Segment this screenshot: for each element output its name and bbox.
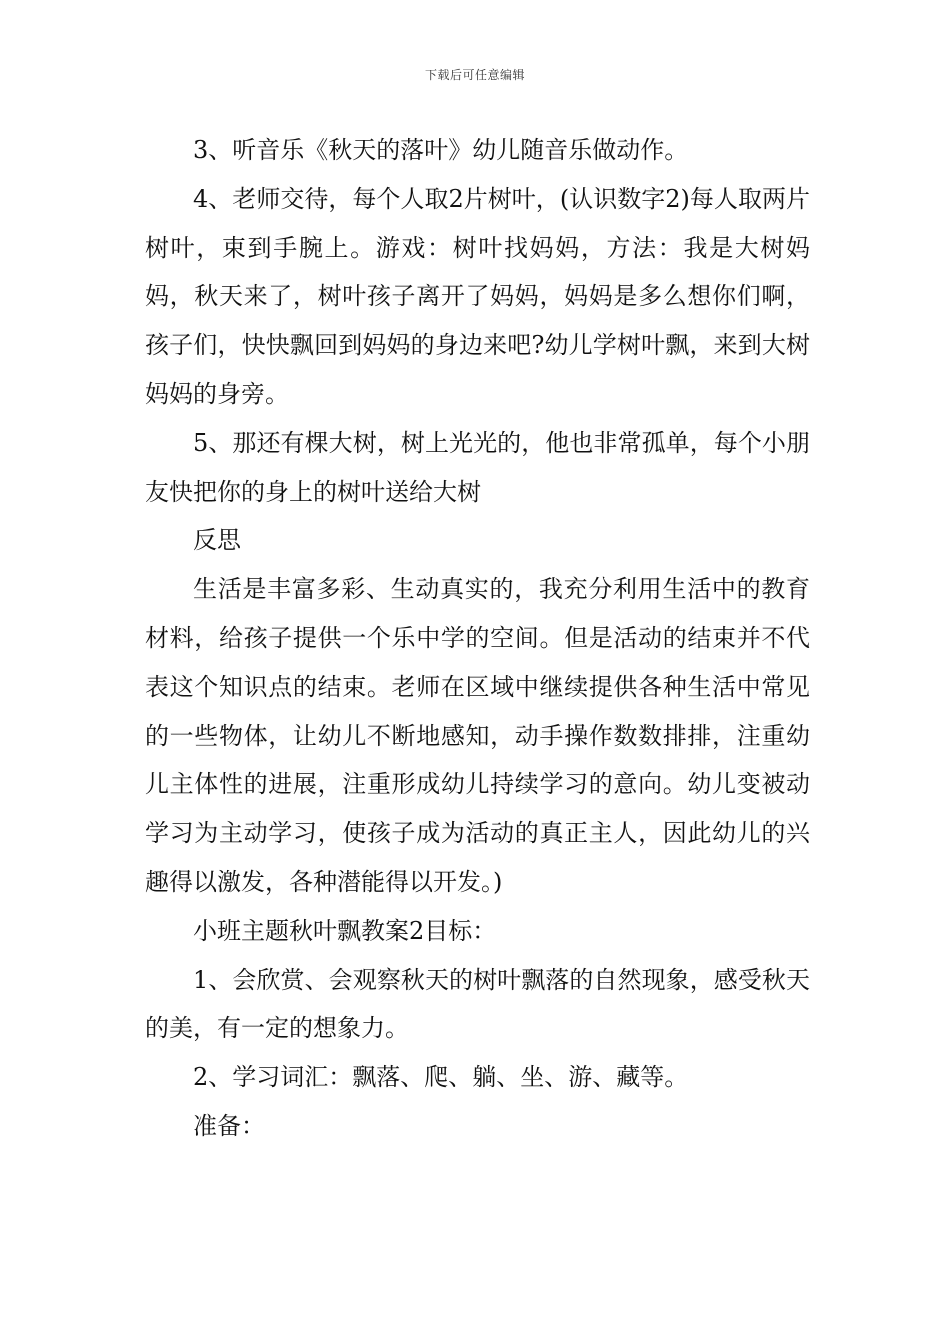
paragraph-step-4: 4、老师交待，每个人取2片树叶，(认识数字2)每人取两片树叶，束到手腕上。游戏：树叶找妈妈，方法：我是大树妈妈，秋天来了，树叶孩子离开了妈妈，妈妈是多么想你们啊，孩子们，快快飘回到妈妈的身边来吧?幼儿学树叶飘，来到大树妈妈的身旁。: [145, 184, 810, 408]
section-heading-reflection: 反思: [193, 526, 241, 555]
document-body: [145, 126, 810, 1151]
paragraph-step-3: 3、听音乐《秋天的落叶》幼儿随音乐做动作。: [193, 136, 689, 164]
paragraph-goal-2: 2、学习词汇：飘落、爬、躺、坐、游、藏等。: [193, 1063, 689, 1092]
paragraph-step-5: 5、那还有棵大树，树上光光的，他也非常孤单，每个小朋友快把你的身上的树叶送给大树: [145, 428, 810, 506]
section-heading-lesson-2-goals: 小班主题秋叶飘教案2目标：: [193, 916, 497, 945]
section-heading-preparation: 准备：: [193, 1111, 265, 1140]
page-header: 下载后可任意编辑: [424, 68, 525, 82]
paragraph-goal-1: 1、会欣赏、会观察秋天的树叶飘落的自然现象，感受秋天的美，有一定的想象力。: [145, 965, 810, 1043]
paragraph-reflection: 生活是丰富多彩、生动真实的，我充分利用生活中的教育材料，给孩子提供一个乐中学的空间。但是活动的结束并不代表这个知识点的结束。老师在区域中继续提供各种生活中常见的一些物体，让幼儿不断地感知，动手操作数数排排，注重幼儿主体性的进展，注重形成幼儿持续学习的意向。幼儿变被动学习为主动学习，使孩子成为活动的真正主人，因此幼儿的兴趣得以激发，各种潜能得以开发。): [145, 575, 810, 896]
